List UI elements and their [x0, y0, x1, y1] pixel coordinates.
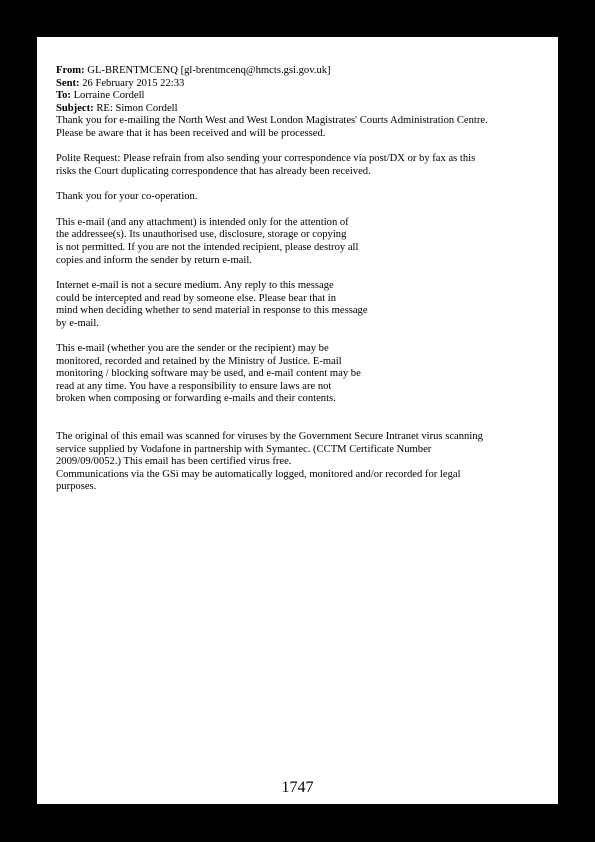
paragraph-line: monitoring / blocking software may be used, and e-mail content may be	[56, 368, 361, 380]
from-value: GL-BRENTMCENQ [gl-brentmcenq@hmcts.gsi.gov.uk]	[87, 65, 331, 76]
footer-line: 2009/09/0052.) This email has been certified virus free.	[56, 456, 292, 468]
paragraph-acknowledgement	[56, 115, 551, 140]
paragraph-line: the addressee(s). Its unauthorised use, disclosure, storage or copying	[56, 229, 347, 241]
paragraph-line: monitored, recorded and retained by the Ministry of Justice. E-mail	[56, 355, 342, 367]
subject-label: Subject:	[56, 102, 94, 114]
paragraph-line: by e-mail.	[56, 317, 99, 329]
paragraph-line: copies and inform the sender by return e-mail.	[56, 254, 252, 266]
paragraph-line: mind when deciding whether to send material in response to this message	[56, 305, 368, 317]
paragraph-line: Please be aware that it has been received and will be processed.	[56, 127, 326, 139]
from-line	[56, 65, 551, 78]
paragraph-line: risks the Court duplicating correspondence that has already been received.	[56, 165, 371, 177]
to-value: Lorraine Cordell	[73, 90, 145, 102]
paragraph-monitoring	[56, 343, 551, 406]
paragraph-polite-request	[56, 153, 551, 178]
footer-line: purposes.	[56, 481, 97, 493]
paragraph-line: Internet e-mail is not a secure medium. Any reply to this message	[56, 279, 334, 291]
paragraph-confidentiality	[56, 217, 551, 267]
paragraph-thanks	[56, 191, 551, 204]
sent-label: Sent:	[56, 77, 80, 89]
paragraph-line: This e-mail (and any attachment) is intended only for the attention of	[56, 216, 349, 228]
from-label: From:	[56, 65, 85, 76]
paragraph-line: read at any time. You have a responsibility to ensure laws are not	[56, 380, 332, 392]
sent-value: 26 February 2015 22:33	[82, 77, 185, 89]
page-number: 1747	[281, 779, 314, 796]
footer-line: service supplied by Vodafone in partnership with Symantec. (CCTM Certificate Number	[56, 443, 432, 455]
subject-line	[56, 103, 551, 116]
virus-scan-footer	[56, 431, 551, 494]
paragraph-line: broken when composing or forwarding e-mails and their contents.	[56, 393, 336, 405]
to-label: To:	[56, 90, 71, 102]
document-page	[37, 37, 558, 804]
to-line	[56, 90, 551, 103]
paragraph-line: Polite Request: Please refrain from also sending your correspondence via post/DX or by fax as this	[56, 153, 476, 165]
paragraph-line: is not permitted. If you are not the intended recipient, please destroy all	[56, 241, 359, 253]
paragraph-line: Thank you for e-mailing the North West and West London Magistrates' Courts Administration Centre.	[56, 115, 488, 127]
footer-line: Communications via the GSi may be automatically logged, monitored and/or recorded for legal	[56, 468, 461, 480]
subject-value: RE: Simon Cordell	[96, 102, 178, 114]
email-body	[56, 65, 551, 494]
footer-line: The original of this email was scanned for viruses by the Government Secure Intranet virus scanning	[56, 431, 483, 443]
paragraph-line: Thank you for your co-operation.	[56, 191, 198, 203]
paragraph-line: This e-mail (whether you are the sender or the recipient) may be	[56, 343, 329, 355]
sent-line	[56, 78, 551, 91]
paragraph-line: could be intercepted and read by someone else. Please bear that in	[56, 292, 337, 304]
paragraph-security	[56, 280, 551, 330]
